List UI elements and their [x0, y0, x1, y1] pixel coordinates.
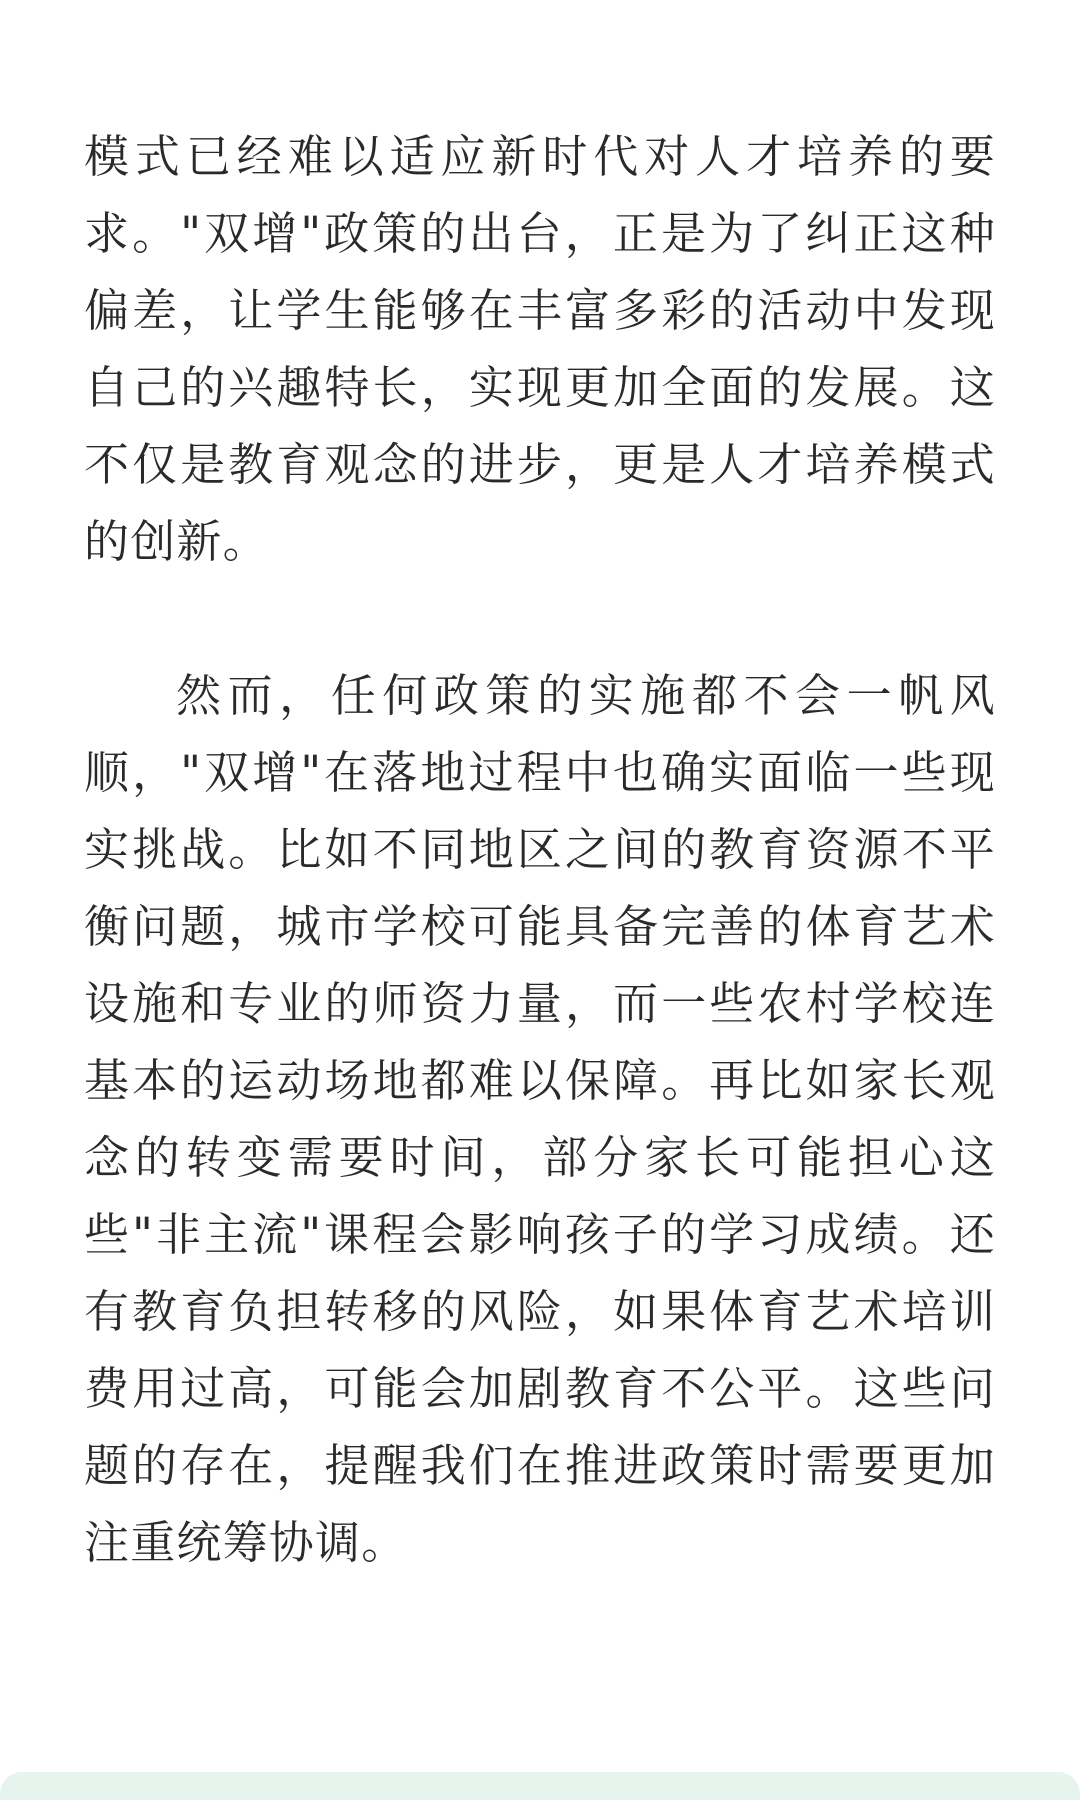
paragraph-challenges: 然而，任何政策的实施都不会一帆风顺，"双增"在落地过程中也确实面临一些现实挑战。比如不同地区之间的教育资源不平衡问题，城市学校可能具备完善的体育艺术设施和专业的师资力量，而一些农村学校连基本的运动场地都难以保障。再比如家长观念的转变需要时间，部分家长可能担心这些"非主流"课程会影响孩子的学习成绩。还有教育负担转移的风险，如果体育艺术培训费用过高，可能会加剧教育不公平。这些问题的存在，提醒我们在推进政策时需要更加注重统筹协调。 — [84, 669, 996, 1569]
bottom-panel-edge — [0, 1772, 1080, 1800]
paragraph-continued: 模式已经难以适应新时代对人才培养的要求。"双增"政策的出台，正是为了纠正这种偏差，让学生能够在丰富多彩的活动中发现自己的兴趣特长，实现更加全面的发展。这不仅是教育观念的进步，更是人才培养模式的创新。 — [84, 130, 996, 568]
article-body — [84, 118, 996, 1581]
